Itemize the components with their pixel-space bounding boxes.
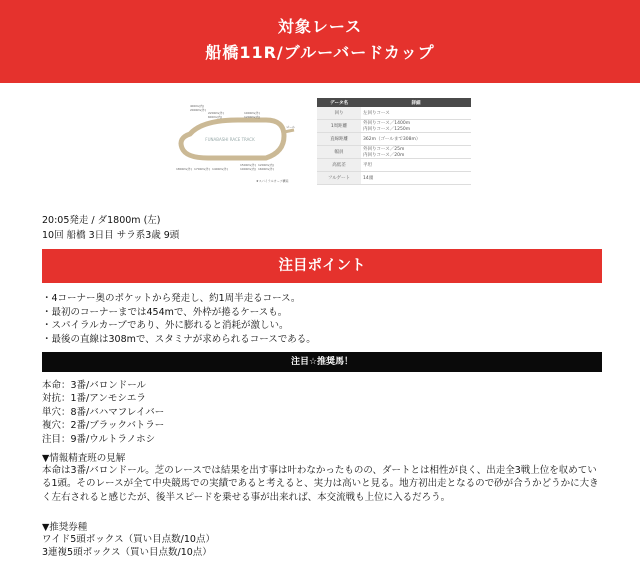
goal-label: ゴール [286, 125, 295, 129]
list-item: ・4コーナー奥のポケットから発走し、約1周半走るコース。 [42, 293, 301, 304]
track-mark: 1700m(外) [194, 167, 210, 171]
analysis-heading: ▼情報精査班の見解 [42, 453, 126, 464]
list-item: 本命：3番/バロンドール [42, 380, 147, 391]
track-mark: 1000m(内) [240, 167, 256, 171]
spec-header-value: 詳細 [361, 98, 471, 107]
spec-key: フルゲート [317, 172, 361, 185]
spec-value: 外回りコース／25m 内回りコース／20m [361, 146, 471, 159]
track-mark: 1200m(内) [244, 115, 260, 119]
bets-list [42, 533, 215, 560]
track-mark: 400m(内) [190, 104, 204, 108]
spec-key: 回り [317, 107, 361, 120]
race-title: 船橋11R/ブルーバードカップ [205, 43, 435, 62]
picks-list [42, 379, 164, 446]
spec-value: 362m（ゴールまで308m） [361, 133, 471, 146]
race-time-distance: 20:05発走 / ダ1800m (左) [42, 215, 161, 226]
list-item: 単穴：8番/バハマフレイバー [42, 406, 165, 418]
track-mark: 1600m(外) [258, 167, 274, 171]
list-item: ・最後の直線は308mで、スタミナが求められるコースである。 [42, 333, 316, 345]
recommend-section-title: 注目☆推奨馬！ [42, 352, 602, 372]
track-note: ★スパイラルカーブ構造 [256, 179, 289, 183]
list-item: ・最初のコーナーまでは454mで、外枠が捲るケースも。 [42, 306, 288, 318]
list-item: ワイド5頭ボックス（買い目点数/10点） [42, 534, 215, 545]
track-mark: 2200m(外) [208, 111, 224, 115]
list-item: 3連複5頭ボックス（買い目点数/10点） [42, 547, 212, 559]
spec-header-key: データ名 [317, 98, 361, 107]
list-item: 対抗：1番/アンモシエラ [42, 393, 146, 405]
bets-heading: ▼推奨券種 [42, 522, 88, 533]
spec-value: 平坦 [361, 159, 471, 172]
list-item: ・スパイラルカーブであり、外に膨れると消耗が激しい。 [42, 320, 289, 332]
header-banner [0, 0, 640, 83]
list-item: 注目：9番/ウルトラノホシ [42, 433, 156, 445]
spec-value: 左回りコース [361, 107, 471, 120]
spec-key: 高低差 [317, 159, 361, 172]
analysis-body: 本命は3番/バロンドール。芝のレースでは結果を出す事は叶わなかったものの、ダートとは相性が良く、出走全3戦上位を収めている1頭。そのレースが全て中央競馬での実績であると考えると、実力は高いと見る。地方初出走となるので砂が合うかどうかに大きく左右されると感じたが、後半スピードを乗せる事が出来れば、本交流戦も上位に入るだろう。 [42, 465, 599, 503]
spec-key: 1周距離 [317, 120, 361, 133]
spec-value: 14頭 [361, 172, 471, 185]
track-mark: 1800m(外) [176, 167, 192, 171]
spec-key: 幅員 [317, 146, 361, 159]
track-mark: 600m(内) [208, 115, 222, 119]
list-item: 複穴：2番/ブラックバトラー [42, 420, 165, 432]
header-label: 対象レース [277, 17, 363, 36]
track-mark: 1400m(外) [212, 167, 228, 171]
track-mark: 1000m(外) [244, 111, 260, 115]
race-meeting-info: 10回 船橋 3日目 サラ系3歳 9頭 [42, 230, 180, 241]
focus-points-list [42, 292, 602, 346]
focus-section-title: 注目ポイント [42, 249, 602, 283]
track-mark: 1500m(外) [240, 163, 256, 167]
course-spec-table [317, 98, 471, 185]
track-name: FUNABASHI RACE TRACK [205, 137, 255, 142]
track-mark: 2000m(外) [190, 108, 206, 112]
track-mark: 1200m(内) [258, 163, 274, 167]
spec-key: 直線距離 [317, 133, 361, 146]
spec-value: 外回りコース／1400m 内回りコース／1250m [361, 120, 471, 133]
track-map [168, 104, 298, 188]
